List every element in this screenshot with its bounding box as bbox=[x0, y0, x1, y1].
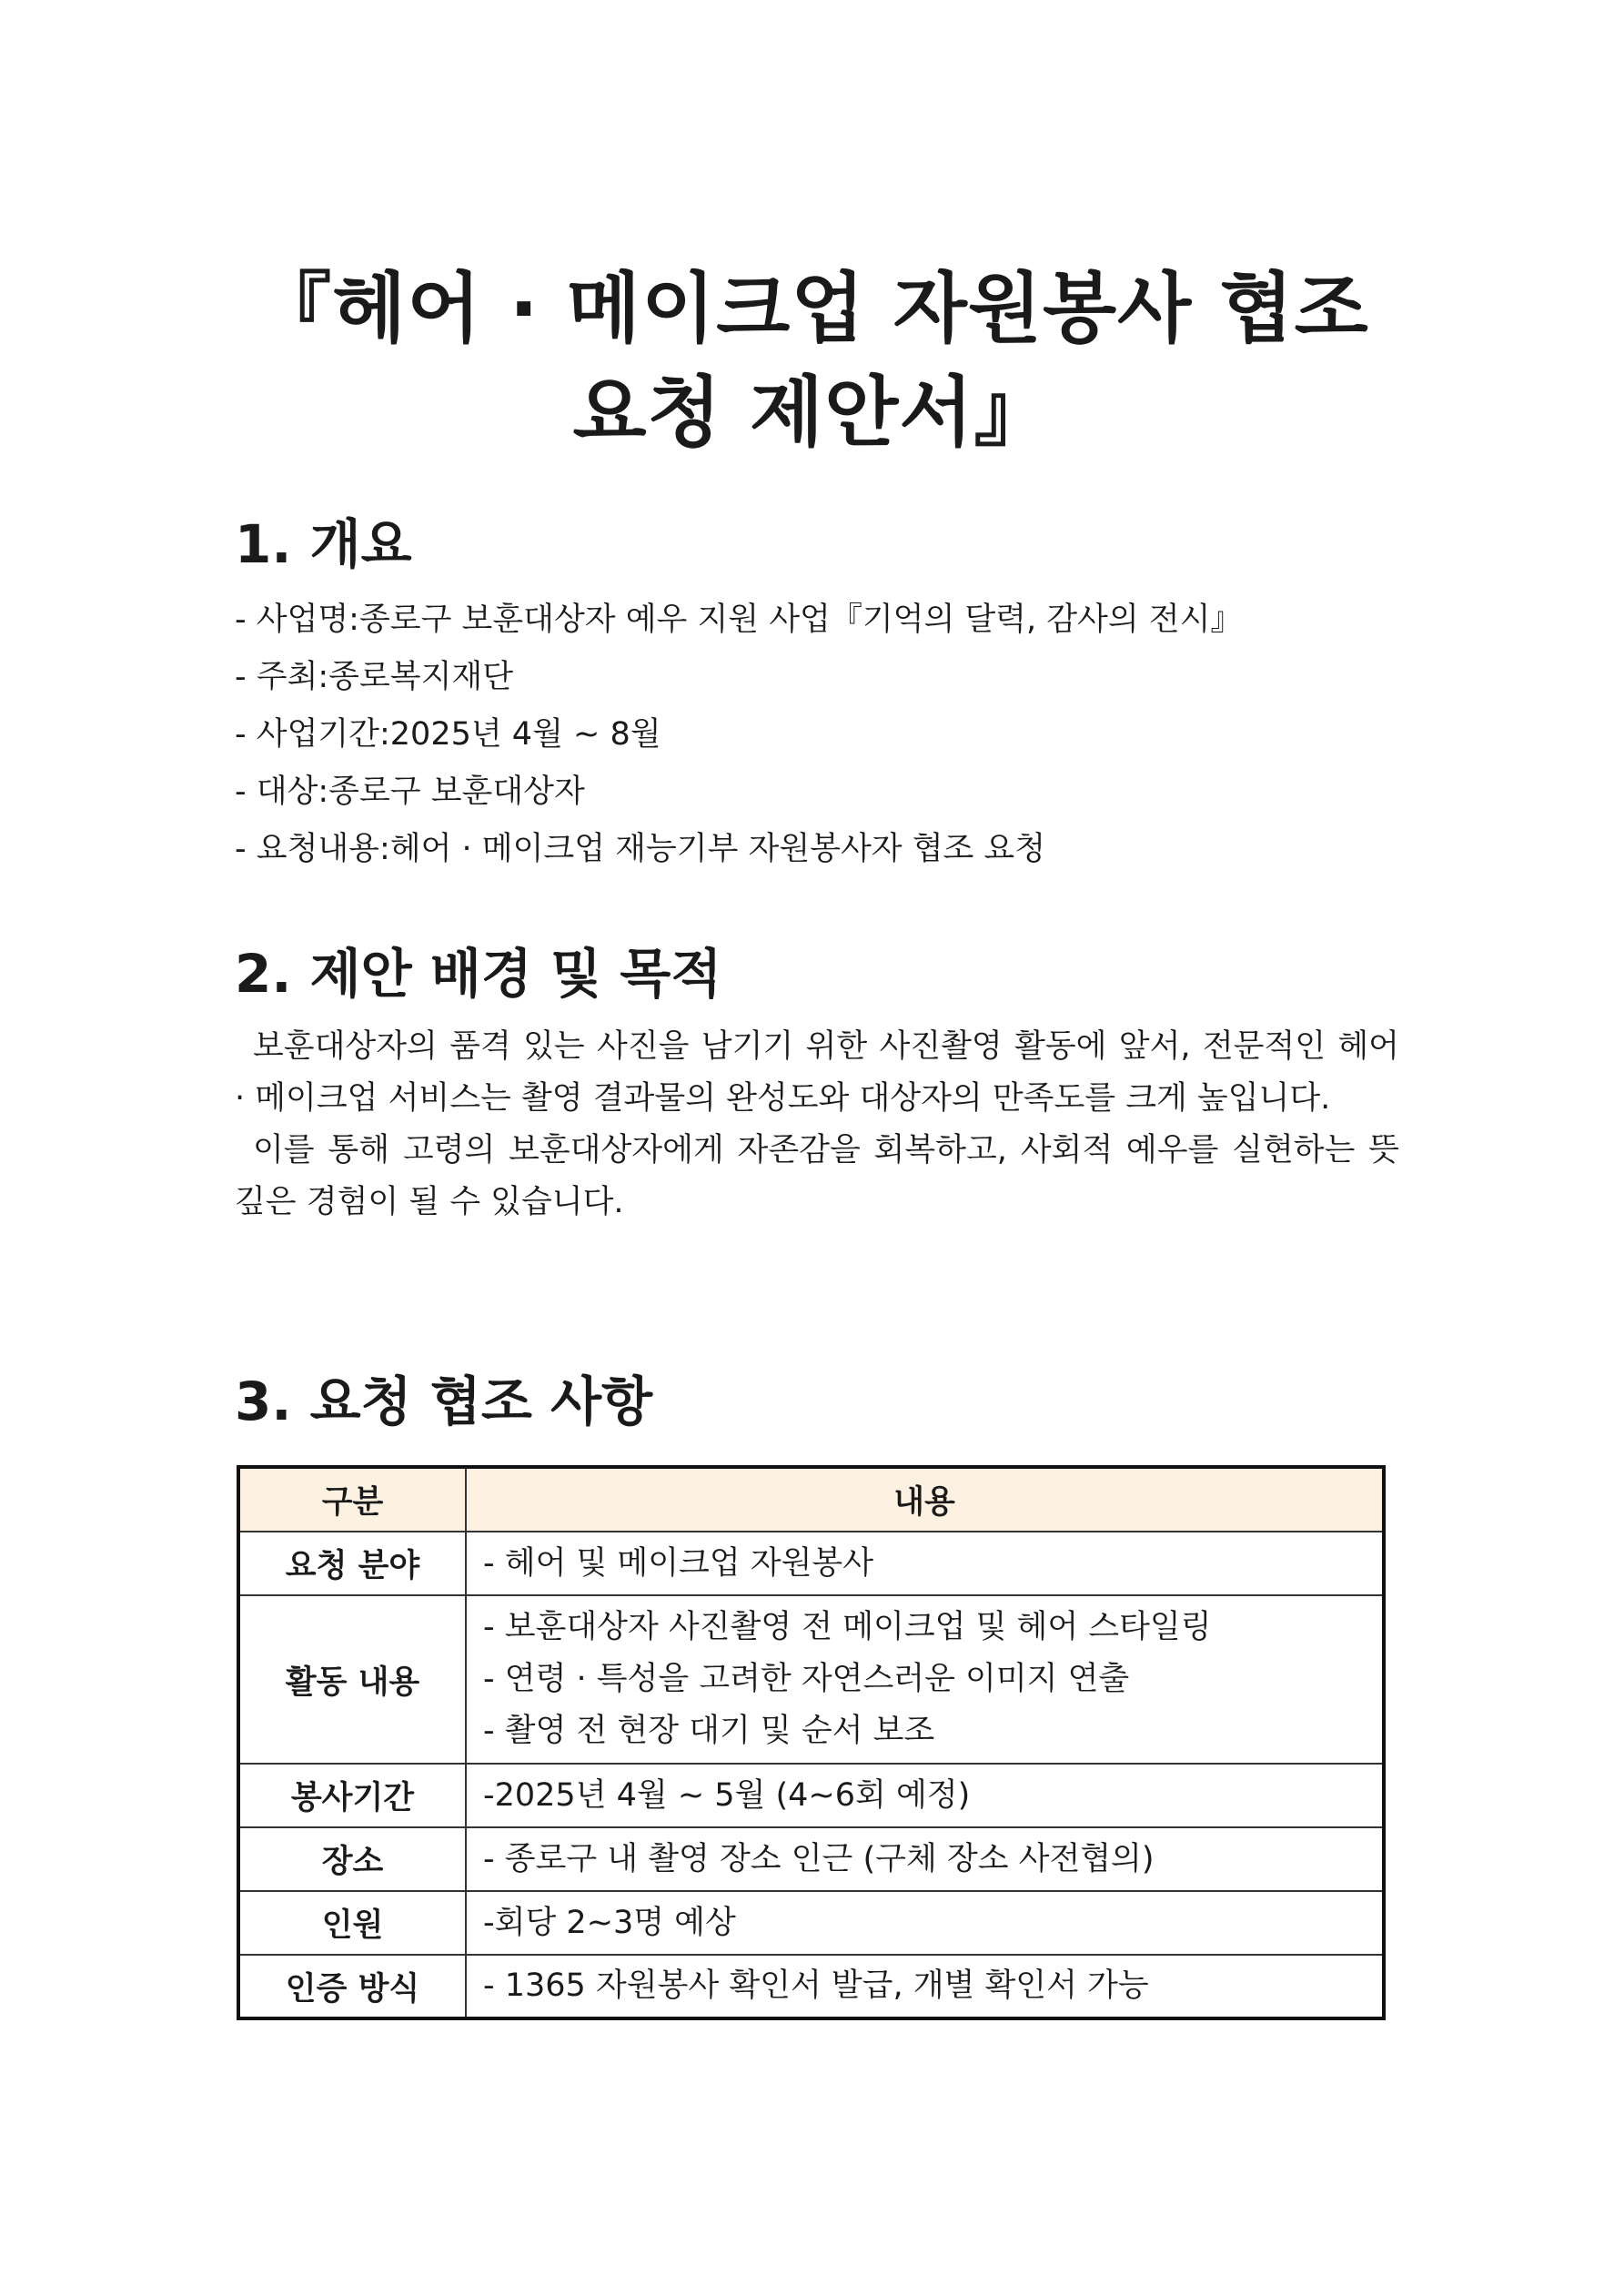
table-cell-category: 봉사기간 bbox=[238, 1764, 466, 1827]
table-row bbox=[238, 1827, 1384, 1891]
table-cell-content: -회당 2~3명 예상 bbox=[466, 1891, 1384, 1955]
table-cell-line: - 보훈대상자 사진촬영 전 메이크업 및 헤어 스타일링 bbox=[483, 1609, 1212, 1645]
table-header-category: 구분 bbox=[238, 1467, 466, 1532]
overview-item-period: - 사업기간:2025년 4월 ~ 8월 bbox=[235, 716, 661, 753]
table-row bbox=[238, 1595, 1384, 1764]
table-cell-content: - 헤어 및 메이크업 자원봉사 bbox=[466, 1532, 1384, 1595]
overview-list bbox=[235, 592, 1242, 878]
table-cell-category: 요청 분야 bbox=[238, 1532, 466, 1595]
document-title-line-2: 요청 제안서』 bbox=[572, 368, 1052, 457]
table-cell-content bbox=[466, 1595, 1384, 1764]
overview-item-host: - 주최:종로복지재단 bbox=[235, 659, 514, 695]
request-table bbox=[237, 1465, 1386, 2020]
table-cell-content: - 종로구 내 촬영 장소 인근 (구체 장소 사전협의) bbox=[466, 1827, 1384, 1891]
table-cell-line: - 촬영 전 현장 대기 및 순서 보조 bbox=[483, 1713, 935, 1749]
overview-item-request: - 요청내용:헤어 · 메이크업 재능기부 자원봉사자 협조 요청 bbox=[235, 831, 1046, 867]
table-cell-category: 활동 내용 bbox=[238, 1595, 466, 1764]
table-row bbox=[238, 1891, 1384, 1955]
document-title bbox=[0, 257, 1624, 464]
table-cell-content: -2025년 4월 ~ 5월 (4~6회 예정) bbox=[466, 1764, 1384, 1827]
section-heading-overview: 1. 개요 bbox=[235, 513, 412, 575]
overview-item-target: - 대상:종로구 보훈대상자 bbox=[235, 774, 585, 810]
document-title-line-1: 『헤어 · 메이크업 자원봉사 협조 bbox=[255, 264, 1369, 353]
table-header-row bbox=[238, 1467, 1384, 1532]
table-row bbox=[238, 1764, 1384, 1827]
table-cell-content: - 1365 자원봉사 확인서 발급, 개별 확인서 가능 bbox=[466, 1955, 1384, 2018]
background-text bbox=[235, 1021, 1399, 1229]
table-cell-category: 장소 bbox=[238, 1827, 466, 1891]
background-paragraph-2: 이를 통해 고령의 보훈대상자에게 자존감을 회복하고, 사회적 예우를 실현하는 뜻깊은 경험이 될 수 있습니다. bbox=[235, 1132, 1399, 1220]
table-cell-line: - 연령 · 특성을 고려한 자연스러운 이미지 연출 bbox=[483, 1661, 1130, 1697]
section-heading-background: 2. 제안 배경 및 목적 bbox=[235, 943, 722, 1005]
background-paragraph-1: 보훈대상자의 품격 있는 사진을 남기기 위한 사진촬영 활동에 앞서, 전문적인 헤어 · 메이크업 서비스는 촬영 결과물의 완성도와 대상자의 만족도를 크게 높입니다. bbox=[235, 1028, 1399, 1117]
table-row bbox=[238, 1955, 1384, 2018]
overview-item-project-name: - 사업명:종로구 보훈대상자 예우 지원 사업『기억의 달력, 감사의 전시』 bbox=[235, 602, 1243, 638]
table-cell-category: 인원 bbox=[238, 1891, 466, 1955]
table-row bbox=[238, 1532, 1384, 1595]
section-heading-request: 3. 요청 협조 사항 bbox=[235, 1371, 653, 1432]
table-header-content: 내용 bbox=[466, 1467, 1384, 1532]
table-cell-category: 인증 방식 bbox=[238, 1955, 466, 2018]
